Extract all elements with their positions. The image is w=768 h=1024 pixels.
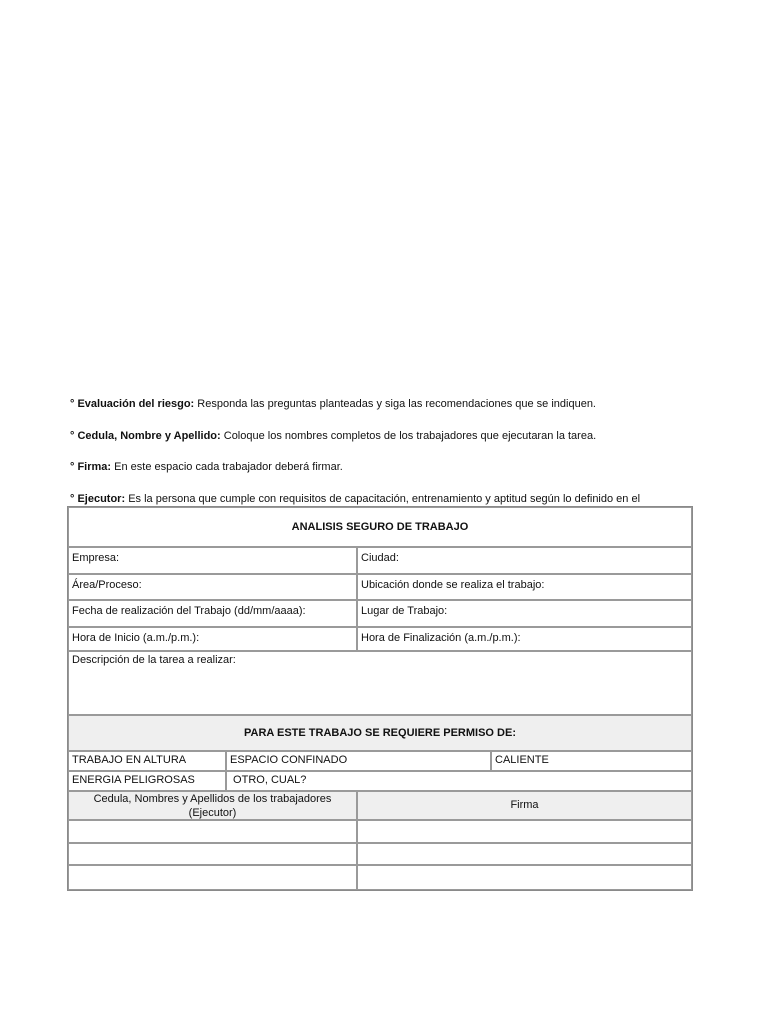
permiso-otro[interactable]: OTRO, CUAL?: [226, 771, 692, 791]
instruction-cedula: [70, 430, 596, 443]
permiso-altura[interactable]: TRABAJO EN ALTURA: [68, 751, 226, 771]
empresa-field[interactable]: Empresa:: [68, 547, 357, 574]
worker-row-2-name[interactable]: [68, 843, 357, 865]
worker-row-3-name[interactable]: [68, 865, 357, 890]
instruction-term: ° Firma:: [70, 461, 112, 473]
instruction-term: ° Evaluación del riesgo:: [70, 398, 195, 410]
permiso-confinado[interactable]: ESPACIO CONFINADO: [226, 751, 491, 771]
worker-row-1-name[interactable]: [68, 820, 357, 843]
workers-header-name: Cedula, Nombres y Apellidos de los trabajadores (Ejecutor): [68, 791, 357, 820]
descripcion-field[interactable]: Descripción de la tarea a realizar:: [68, 651, 692, 715]
instruction-text: Responda las preguntas planteadas y siga las recomendaciones que se indiquen.: [194, 398, 596, 410]
hora-inicio-field[interactable]: Hora de Inicio (a.m./p.m.):: [68, 627, 357, 651]
instruction-evaluacion: [70, 398, 596, 411]
workers-header-firma: Firma: [357, 791, 692, 820]
worker-row-2-firma[interactable]: [357, 843, 692, 865]
ciudad-field[interactable]: Ciudad:: [357, 547, 692, 574]
instruction-text: En este espacio cada trabajador deberá firmar.: [111, 461, 343, 473]
instruction-text: Coloque los nombres completos de los trabajadores que ejecutaran la tarea.: [220, 430, 597, 442]
instruction-ejecutor: [70, 493, 640, 506]
permiso-energia[interactable]: ENERGIA PELIGROSAS: [68, 771, 226, 791]
instruction-text: Es la persona que cumple con requisitos de capacitación, entrenamiento y aptitud según lo definido en el: [125, 493, 641, 505]
ast-form: [67, 506, 693, 891]
permiso-title: PARA ESTE TRABAJO SE REQUIERE PERMISO DE:: [68, 715, 692, 751]
instruction-firma: [70, 461, 343, 474]
permiso-caliente[interactable]: CALIENTE: [491, 751, 692, 771]
fecha-field[interactable]: Fecha de realización del Trabajo (dd/mm/aaaa):: [68, 600, 357, 627]
instruction-term: ° Cedula, Nombre y Apellido:: [70, 430, 221, 442]
ubicacion-field[interactable]: Ubicación donde se realiza el trabajo:: [357, 574, 692, 600]
instruction-term: ° Ejecutor:: [70, 493, 126, 505]
lugar-field[interactable]: Lugar de Trabajo:: [357, 600, 692, 627]
area-proceso-field[interactable]: Área/Proceso:: [68, 574, 357, 600]
worker-row-1-firma[interactable]: [357, 820, 692, 843]
worker-row-3-firma[interactable]: [357, 865, 692, 890]
hora-fin-field[interactable]: Hora de Finalización (a.m./p.m.):: [357, 627, 692, 651]
form-title: ANALISIS SEGURO DE TRABAJO: [68, 507, 692, 547]
